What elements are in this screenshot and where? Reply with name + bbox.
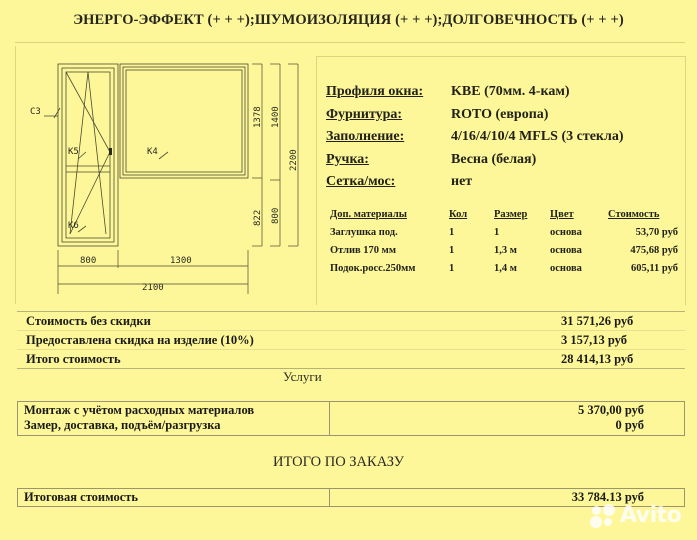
- table-row: Отлив 170 мм 1 1,3 м основа 475,68 руб: [330, 244, 678, 256]
- materials-table: [330, 209, 678, 279]
- service-label: Замер, доставка, подъём/разгрузка: [24, 417, 221, 432]
- cost-summary: [17, 311, 685, 369]
- svg-text:1300: 1300: [170, 256, 192, 266]
- avito-watermark: Avito: [590, 503, 681, 528]
- cost-row-no-discount: Стоимость без скидки 31 571,26 руб: [17, 312, 685, 331]
- svg-text:К4: К4: [147, 147, 158, 157]
- svg-text:2100: 2100: [142, 283, 164, 293]
- service-label: Монтаж с учётом расходных материалов: [24, 403, 255, 417]
- table-header: Доп. материалы Кол Размер Цвет Стоимость: [330, 209, 660, 220]
- spec-row: Фурнитура: ROTO (европа): [326, 106, 549, 122]
- svg-text:822: 822: [253, 209, 263, 226]
- specs-list: [326, 84, 624, 197]
- spec-row: Сетка/мос: нет: [326, 174, 473, 189]
- spec-row: Заполнение: 4/16/4/10/4 MFLS (3 стекла): [326, 129, 624, 144]
- service-value: 0 руб: [615, 417, 644, 432]
- service-value: 5 370,00 руб: [578, 403, 644, 417]
- label-c3: С3: [30, 107, 41, 117]
- svg-text:К6: К6: [68, 221, 79, 231]
- order-total-label: Итоговая стоимость: [18, 489, 330, 506]
- page-title: ЭНЕРГО-ЭФФЕКТ (+ + +);ШУМОИЗОЛЯЦИЯ (+ + +);ДОЛГОВЕЧНОСТЬ (+ + +): [73, 12, 624, 28]
- divider: [15, 42, 685, 43]
- svg-text:1400: 1400: [271, 106, 281, 128]
- table-row: Подок.росс.250мм 1 1,4 м основа 605,11 руб: [330, 262, 678, 274]
- spec-row: Профиля окна: KBE (70мм. 4-кам): [326, 84, 570, 99]
- spec-row: Ручка: Весна (белая): [326, 151, 537, 167]
- order-total-value: 33 784.13 руб: [571, 490, 644, 504]
- avito-logo-icon: [590, 504, 618, 528]
- cost-row-total: Итого стоимость 28 414,13 руб: [26, 351, 634, 366]
- services-table: [17, 401, 685, 436]
- svg-text:800: 800: [80, 256, 97, 266]
- table-row: Заглушка под. 1 1 основа 53,70 руб: [330, 226, 678, 238]
- window-drawing: [30, 56, 299, 293]
- svg-text:1378: 1378: [253, 106, 263, 128]
- order-total-table: [17, 488, 685, 507]
- svg-text:2200: 2200: [289, 149, 299, 171]
- services-heading: Услуги: [283, 369, 322, 384]
- cost-row-discount: Предоставлена скидка на изделие (10%) 3 157,13 руб: [17, 331, 685, 350]
- order-total-heading: ИТОГО ПО ЗАКАЗУ: [273, 454, 404, 470]
- svg-text:К5: К5: [68, 147, 79, 157]
- svg-text:800: 800: [271, 207, 281, 224]
